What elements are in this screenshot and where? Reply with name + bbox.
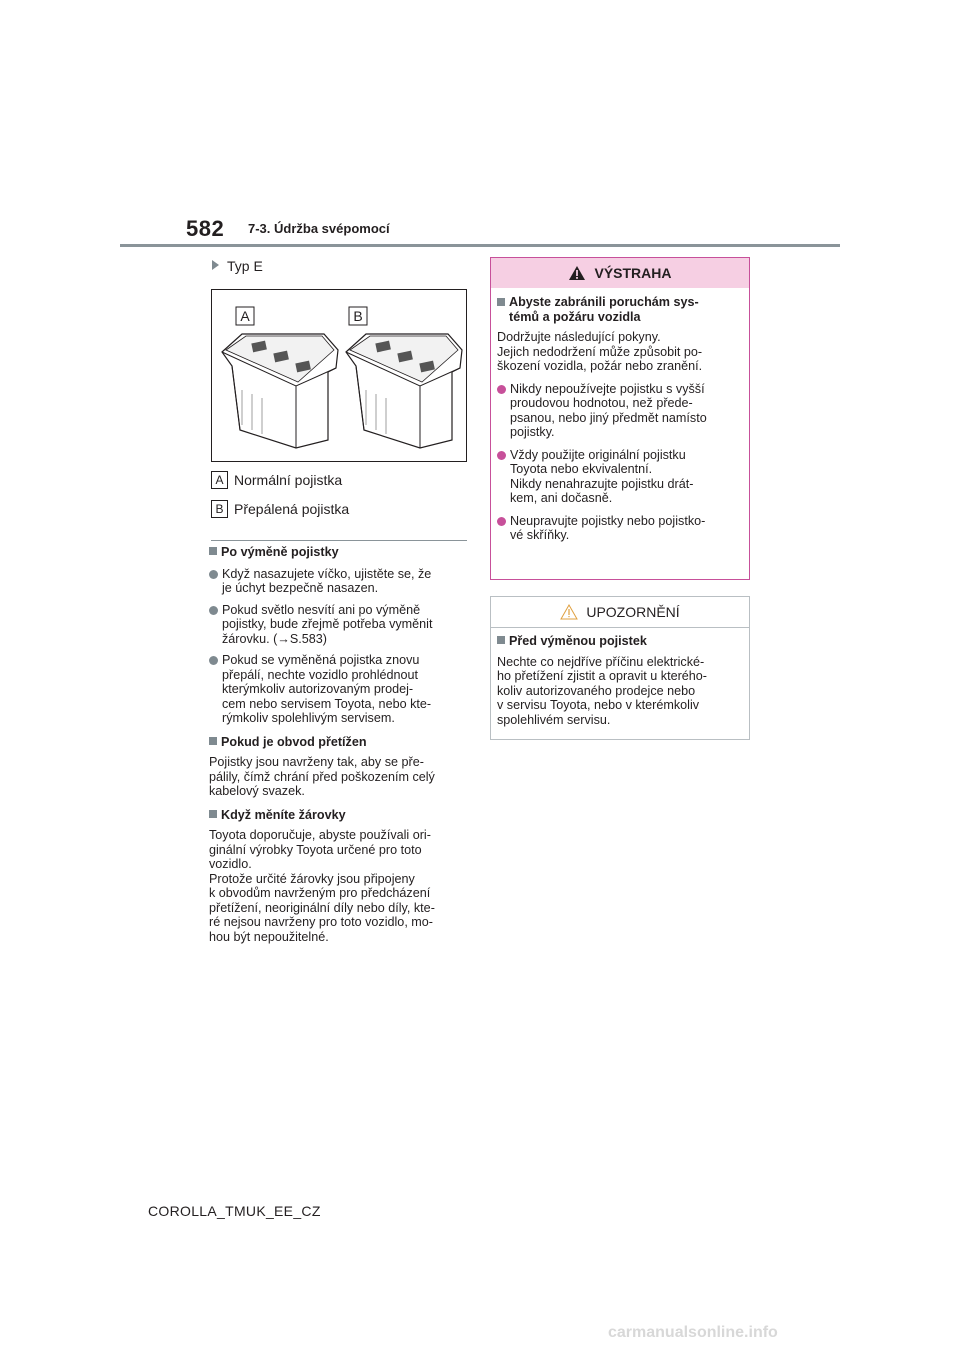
list-item: Pokud světlo nesvítí ani po výměně pojistky, bude zřejmě potřeba vyměnit žárovku. (→S.583)	[209, 603, 471, 647]
legend-text: Přepálená pojistka	[234, 501, 350, 517]
fuse-a-icon	[222, 334, 338, 448]
notice-header	[491, 597, 749, 628]
legend-item-a	[211, 471, 342, 489]
dot-bullet-icon	[209, 570, 218, 579]
fuse-figure	[211, 289, 467, 462]
dot-bullet-icon	[209, 656, 218, 665]
warning-heading: Abyste zabránili poruchám sys- témů a požáru vozidla	[497, 295, 747, 324]
square-bullet-icon	[209, 737, 217, 745]
list-item: Pokud se vyměněná pojistka znovu přepálí, nechte vozidlo prohlédnout kterýmkoliv autorizovaným prodej- cem nebo servisem Toyota, nebo kte- rýmkoliv spolehlivým servisem.	[209, 653, 471, 726]
square-bullet-icon	[209, 810, 217, 818]
legend-item-b	[211, 500, 349, 518]
paragraph: Pojistky jsou navrženy tak, aby se pře- pálily, čímž chrání před poškozením celý kabelový svazek.	[209, 755, 435, 798]
watermark: carmanualsonline.info	[608, 1324, 778, 1341]
figure-label-a: A	[240, 308, 250, 324]
notice-heading: Před výměnou pojistek	[497, 634, 747, 649]
notice-box	[490, 596, 750, 740]
warning-title: VÝSTRAHA	[594, 265, 672, 281]
footer-model-code: COROLLA_TMUK_EE_CZ	[148, 1203, 321, 1219]
dot-bullet-icon	[209, 606, 218, 615]
left-column	[209, 545, 471, 944]
warning-box	[490, 257, 750, 580]
notice-title: UPOZORNĚNÍ	[586, 604, 680, 620]
paragraph: Toyota doporučuje, abyste používali ori- ginální výrobky Toyota určené pro toto vozidlo. Protože určité žárovky jsou připojeny k obvodům navrženým pro předcházení přetížení, neoriginální díly nebo díly, kte- ré nejsou navrženy pro toto vozidlo, mo- hou být nepoužitelné.	[209, 828, 435, 944]
warning-header	[491, 258, 749, 288]
square-bullet-icon	[497, 636, 505, 644]
legend-text: Normální pojistka	[234, 472, 343, 488]
list-item: Neupravujte pojistky nebo pojistko- vé skříňky.	[497, 514, 747, 543]
figure-label-b: B	[353, 308, 363, 324]
section-title: 7-3. Údržba svépomocí	[248, 221, 390, 236]
header-rule	[120, 244, 840, 247]
warning-intro: Dodržujte následující pokyny. Jejich nedodržení může způsobit po- škození vozidla, požár nebo zranění.	[497, 330, 703, 373]
dot-bullet-icon	[497, 451, 506, 460]
section-heading: Když měníte žárovky	[209, 808, 471, 823]
square-bullet-icon	[209, 547, 217, 555]
notice-text: Nechte co nejdříve příčinu elektrické- ho přetížení zjistit a opravit u kterého- koliv autorizovaného prodejce nebo v servisu Toyota, nebo v kterémkoliv spolehlivém servisu.	[497, 654, 707, 727]
dot-bullet-icon	[497, 385, 506, 394]
figure-type-label: Typ E	[212, 258, 263, 274]
list-item: Když nasazujete víčko, ujistěte se, že je úchyt bezpečně nasazen.	[209, 567, 471, 596]
section-heading: Po výměně pojistky	[209, 545, 471, 560]
legend-separator	[211, 540, 467, 541]
section-heading: Pokud je obvod přetížen	[209, 735, 471, 750]
legend-letter: B	[211, 500, 228, 518]
warning-icon	[568, 265, 586, 281]
notice-content	[497, 634, 747, 727]
list-item: Vždy použijte originální pojistku Toyota nebo ekvivalentní. Nikdy nenahrazujte pojistku drát- kem, ani dočasně.	[497, 448, 747, 506]
warning-content	[497, 295, 747, 543]
list-item: Nikdy nepoužívejte pojistku s vyšší proudovou hodnotou, než přede- psanou, nebo jiný předmět namísto pojistky.	[497, 382, 747, 440]
dot-bullet-icon	[497, 517, 506, 526]
legend-letter: A	[211, 471, 228, 489]
fuse-b-icon	[346, 334, 462, 448]
square-bullet-icon	[497, 298, 505, 306]
caution-icon	[560, 604, 578, 620]
triangle-marker-icon	[212, 260, 219, 270]
page-number: 582	[186, 216, 225, 241]
